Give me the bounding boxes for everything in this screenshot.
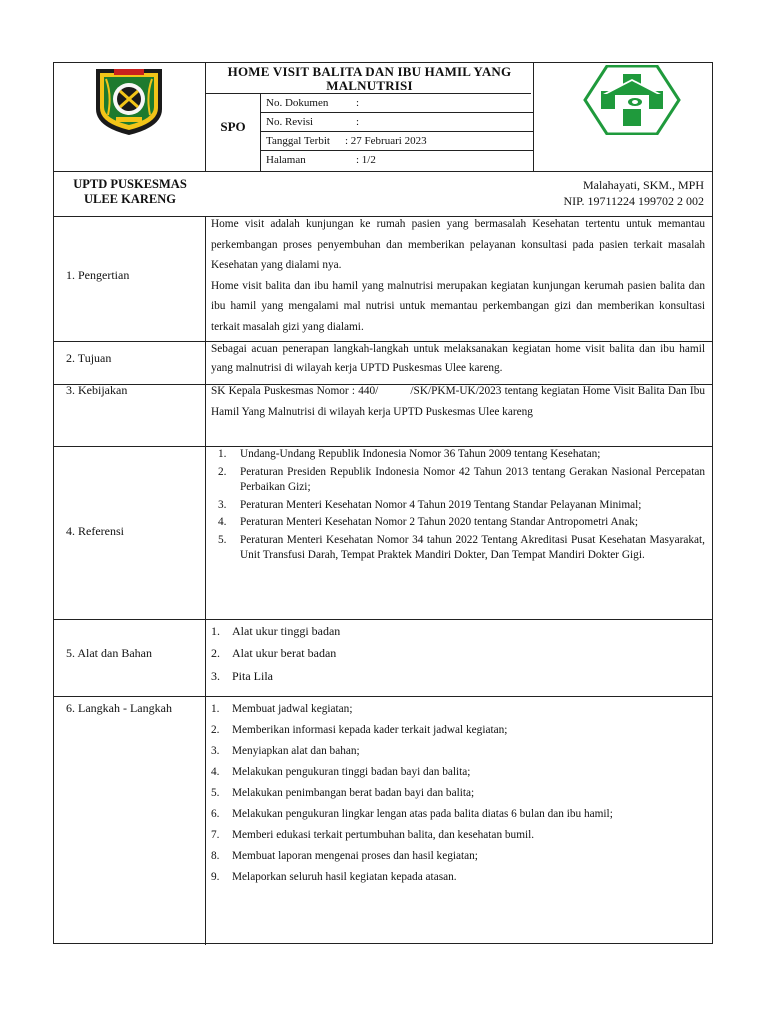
meta-label: Tanggal Terbit bbox=[266, 135, 330, 147]
list-item: 9. Melaporkan seluruh hasil kegiatan kepada atasan. bbox=[211, 871, 457, 883]
list-item: 6. Melakukan pengukuran lingkar lengan atas pada balita diatas 6 bulan dan ibu hamil; bbox=[211, 808, 613, 820]
list-item: 1. Membuat jadwal kegiatan; bbox=[211, 703, 353, 715]
section-text-tujuan: Sebagai acuan penerapan langkah-langkah untuk melaksanakan kegiatan home visit balita dan ibu hamil yang malnutrisi di wilayah kerja UPTD Puskesmas Ulee kareng. bbox=[211, 343, 705, 374]
divider bbox=[54, 696, 712, 697]
meta-row-halaman bbox=[261, 151, 533, 170]
section-label-alat: 5. Alat dan Bahan bbox=[66, 646, 152, 660]
puskesmas-logo-icon bbox=[583, 65, 681, 135]
meta-value: : 27 Februari 2023 bbox=[345, 135, 427, 147]
list-item: 4. Melakukan pengukuran tinggi badan bayi dan balita; bbox=[211, 766, 471, 778]
meta-value: : bbox=[356, 116, 360, 128]
list-item: 2. Peraturan Presiden Republik Indonesia Nomor 42 Tahun 2013 tentang Gerakan Nasional Percepatan Perbaikan Gizi; bbox=[218, 465, 705, 493]
langkah-list bbox=[211, 701, 705, 890]
list-item: 2. Memberikan informasi kepada kader terkait jadwal kegiatan; bbox=[211, 724, 508, 736]
meta-row-revisi bbox=[261, 113, 533, 132]
alat-list bbox=[211, 623, 705, 690]
list-item: 8. Membuat laporan mengenai proses dan hasil kegiatan; bbox=[211, 850, 478, 862]
list-item: 3. Pita Lila bbox=[211, 668, 273, 683]
list-item: 1. Undang-Undang Republik Indonesia Nomor 36 Tahun 2009 tentang Kesehatan; bbox=[218, 448, 601, 460]
list-item: 3. Peraturan Menteri Kesehatan Nomor 4 Tahun 2019 Tentang Standar Pelayanan Minimal; bbox=[218, 498, 642, 511]
spo-label: SPO bbox=[220, 119, 246, 134]
aceh-emblem-icon bbox=[90, 65, 168, 137]
pengertian-paragraph: Home visit adalah kunjungan ke rumah pasien yang bermasalah Kesehatan tertentu untuk memantau perkembangan proses penyembuhan dan memberikan pelayanan konsultasi pada pasien terkait masalah Kesehatan yang dialami nya. bbox=[211, 218, 705, 271]
meta-value: : bbox=[356, 97, 360, 109]
section-label-tujuan: 2. Tujuan bbox=[66, 351, 112, 365]
divider bbox=[533, 63, 534, 171]
divider bbox=[205, 216, 206, 945]
section-label-langkah: 6. Langkah - Langkah bbox=[66, 701, 172, 715]
section-label-pengertian: 1. Pengertian bbox=[66, 268, 130, 282]
referensi-list bbox=[211, 447, 705, 566]
meta-row-dokumen bbox=[261, 94, 533, 113]
pengertian-paragraph: Home visit balita dan ibu hamil yang malnutrisi merupakan kegiatan kunjungan kerumah pasien balita dan ibu hamil yang mengalami mal nutrisi untuk memantau perkembangan gizi dan memberikan konsultasi terkait masalah gizi yang dialami. bbox=[211, 279, 705, 333]
institution-name: UPTD PUSKESMAS ULEE KARENG bbox=[73, 177, 187, 206]
list-item: 2. Alat ukur berat badan bbox=[211, 646, 337, 661]
section-label-kebijakan: 3. Kebijakan bbox=[66, 383, 128, 397]
signer-nip: NIP. 19711224 199702 2 002 bbox=[563, 194, 704, 208]
list-item: 5. Melakukan penimbangan berat badan bayi dan balita; bbox=[211, 787, 475, 799]
spo-document bbox=[53, 62, 713, 944]
section-text-kebijakan: SK Kepala Puskesmas Nomor : 440/ /SK/PKM-UK/2023 tentang kegiatan Home Visit Balita Dan Ibu Hamil Yang Malnutrisi di wilayah kerja UPTD Puskesmas Ulee kareng bbox=[211, 385, 708, 418]
divider bbox=[54, 619, 712, 620]
list-item: 5. Peraturan Menteri Kesehatan Nomor 34 tahun 2022 Tentang Akreditasi Pusat Kesehatan Masyarakat, Unit Transfusi Darah, Tempat Praktek Mandiri Dokter, Dan Tempat Mandiri Dokter Gigi. bbox=[218, 533, 705, 561]
meta-row-tanggal bbox=[261, 132, 533, 151]
meta-label: Halaman bbox=[266, 154, 306, 166]
document-title: HOME VISIT BALITA DAN IBU HAMIL YANG MALNUTRISI bbox=[227, 64, 512, 93]
list-item: 4. Peraturan Menteri Kesehatan Nomor 2 Tahun 2020 tentang Standar Antropometri Anak; bbox=[218, 516, 639, 528]
meta-value: : 1/2 bbox=[356, 154, 376, 166]
signer-name: Malahayati, SKM., MPH bbox=[583, 178, 704, 192]
list-item: 3. Menyiapkan alat dan bahan; bbox=[211, 745, 360, 757]
list-item: 7. Memberi edukasi terkait pertumbuhan balita, dan kesehatan bumil. bbox=[211, 829, 535, 841]
section-label-referensi: 4. Referensi bbox=[66, 524, 124, 538]
list-item: 1. Alat ukur tinggi badan bbox=[211, 624, 341, 638]
divider bbox=[54, 171, 712, 172]
signer-block bbox=[534, 177, 704, 209]
meta-label: No. Dokumen bbox=[266, 97, 329, 109]
section-text-pengertian bbox=[211, 214, 705, 337]
meta-label: No. Revisi bbox=[266, 116, 314, 128]
